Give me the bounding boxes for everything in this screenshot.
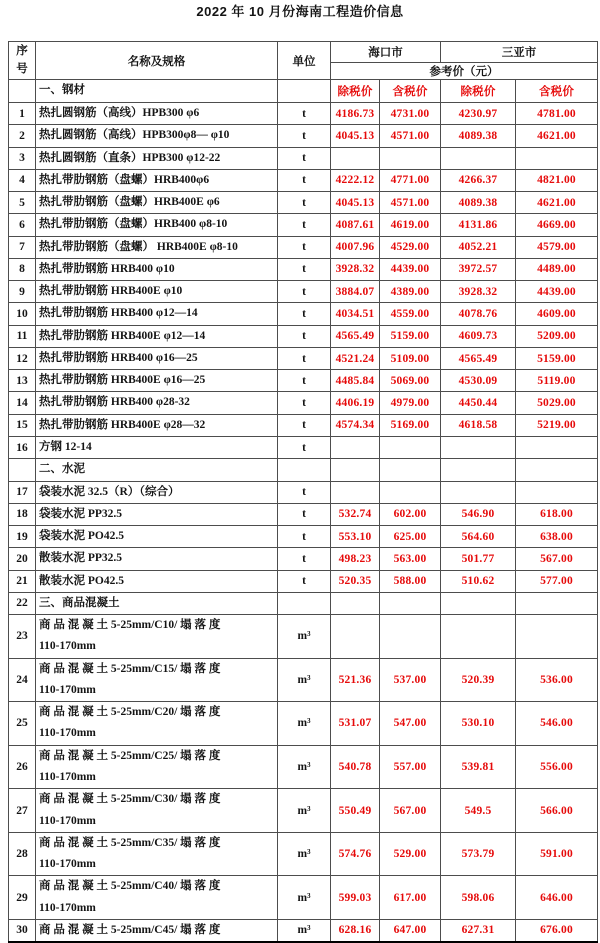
header-city-haikou: 海口市	[331, 42, 441, 63]
row-number-cell: 30	[9, 919, 36, 942]
haikou-excl-tax-cell: 628.16	[331, 919, 380, 942]
haikou-incl-tax-cell: 4559.00	[380, 303, 441, 325]
row-number-cell: 17	[9, 481, 36, 503]
item-name-cell: 商 品 混 凝 土 5-25mm/C20/ 塌 落 度 110-170mm	[36, 702, 278, 746]
row-number-cell: 22	[9, 592, 36, 614]
haikou-excl-tax-cell: 599.03	[331, 876, 380, 920]
unit-cell	[278, 459, 331, 481]
sanya-excl-tax-cell: 546.90	[441, 503, 516, 525]
item-name-cell: 商 品 混 凝 土 5-25mm/C10/ 塌 落 度 110-170mm	[36, 615, 278, 659]
table-row	[9, 919, 598, 942]
table-row	[9, 414, 598, 436]
haikou-excl-tax-cell	[331, 436, 380, 458]
haikou-excl-tax-cell: 540.78	[331, 745, 380, 789]
haikou-excl-tax-cell: 4406.19	[331, 392, 380, 414]
haikou-excl-tax-cell	[331, 592, 380, 614]
item-name-cell: 商 品 混 凝 土 5-25mm/C30/ 塌 落 度 110-170mm	[36, 789, 278, 833]
unit-cell: t	[278, 325, 331, 347]
haikou-incl-tax-cell: 557.00	[380, 745, 441, 789]
sanya-excl-tax-cell: 4052.21	[441, 236, 516, 258]
sanya-excl-tax-cell: 4609.73	[441, 325, 516, 347]
haikou-incl-tax-cell: 4771.00	[380, 169, 441, 191]
haikou-excl-tax-cell: 498.23	[331, 548, 380, 570]
unit-cell: t	[278, 192, 331, 214]
sanya-incl-tax-cell: 5159.00	[516, 347, 598, 369]
haikou-excl-tax-cell: 4186.73	[331, 103, 380, 125]
unit-cell: t	[278, 526, 331, 548]
sanya-incl-tax-cell: 含税价	[516, 80, 598, 103]
sanya-incl-tax-cell	[516, 481, 598, 503]
sanya-incl-tax-cell: 4621.00	[516, 125, 598, 147]
haikou-incl-tax-cell: 4979.00	[380, 392, 441, 414]
haikou-incl-tax-cell: 4389.00	[380, 281, 441, 303]
table-row	[9, 325, 598, 347]
row-number-cell: 10	[9, 303, 36, 325]
row-number-cell	[9, 80, 36, 103]
table-row	[9, 236, 598, 258]
sanya-excl-tax-cell: 4530.09	[441, 370, 516, 392]
haikou-excl-tax-cell: 4485.84	[331, 370, 380, 392]
item-name-cell: 热扎圆钢筋（高线）HPB300φ8— φ10	[36, 125, 278, 147]
unit-cell: m³	[278, 832, 331, 876]
haikou-incl-tax-cell: 563.00	[380, 548, 441, 570]
haikou-incl-tax-cell: 537.00	[380, 658, 441, 702]
haikou-incl-tax-cell: 647.00	[380, 919, 441, 942]
sanya-incl-tax-cell: 591.00	[516, 832, 598, 876]
sanya-excl-tax-cell: 4089.38	[441, 192, 516, 214]
haikou-incl-tax-cell: 5069.00	[380, 370, 441, 392]
unit-cell: t	[278, 103, 331, 125]
table-row	[9, 876, 598, 920]
document-page	[0, 4, 600, 937]
haikou-incl-tax-cell	[380, 459, 441, 481]
sanya-excl-tax-cell	[441, 481, 516, 503]
sanya-incl-tax-cell: 676.00	[516, 919, 598, 942]
item-name-cell: 热扎带肋钢筋（盘螺）HRB400E φ6	[36, 192, 278, 214]
sanya-incl-tax-cell: 567.00	[516, 548, 598, 570]
item-name-cell: 商 品 混 凝 土 5-25mm/C25/ 塌 落 度 110-170mm	[36, 745, 278, 789]
row-number-cell: 9	[9, 281, 36, 303]
item-name-cell: 热扎带肋钢筋（盘螺）HRB400 φ8-10	[36, 214, 278, 236]
unit-cell: t	[278, 258, 331, 280]
haikou-excl-tax-cell: 4222.12	[331, 169, 380, 191]
haikou-excl-tax-cell: 3928.32	[331, 258, 380, 280]
sanya-incl-tax-cell	[516, 436, 598, 458]
sanya-incl-tax-cell	[516, 615, 598, 659]
item-name-cell: 方钢 12-14	[36, 436, 278, 458]
table-row	[9, 347, 598, 369]
unit-cell: t	[278, 436, 331, 458]
sanya-incl-tax-cell: 4621.00	[516, 192, 598, 214]
unit-cell: t	[278, 570, 331, 592]
row-number-cell: 20	[9, 548, 36, 570]
row-number-cell: 5	[9, 192, 36, 214]
haikou-excl-tax-cell: 4565.49	[331, 325, 380, 347]
haikou-incl-tax-cell: 617.00	[380, 876, 441, 920]
sanya-incl-tax-cell	[516, 147, 598, 169]
haikou-excl-tax-cell: 553.10	[331, 526, 380, 548]
sanya-incl-tax-cell: 566.00	[516, 789, 598, 833]
item-name-cell: 三、商品混凝土	[36, 592, 278, 614]
price-table	[8, 41, 598, 943]
table-row	[9, 436, 598, 458]
unit-cell: m³	[278, 658, 331, 702]
sanya-incl-tax-cell: 5119.00	[516, 370, 598, 392]
header-name-spec: 名称及规格	[36, 42, 278, 80]
row-number-cell: 1	[9, 103, 36, 125]
sanya-excl-tax-cell: 520.39	[441, 658, 516, 702]
item-name-cell: 热扎带肋钢筋 HRB400 φ12—14	[36, 303, 278, 325]
item-name-cell: 商 品 混 凝 土 5-25mm/C45/ 塌 落 度	[36, 919, 278, 942]
item-name-cell: 热扎带肋钢筋 HRB400E φ10	[36, 281, 278, 303]
row-number-cell: 4	[9, 169, 36, 191]
haikou-incl-tax-cell	[380, 481, 441, 503]
row-number-cell: 27	[9, 789, 36, 833]
row-number-cell: 15	[9, 414, 36, 436]
item-name-cell: 热扎带肋钢筋 HRB400E φ28—32	[36, 414, 278, 436]
haikou-incl-tax-cell: 4439.00	[380, 258, 441, 280]
haikou-incl-tax-cell: 4529.00	[380, 236, 441, 258]
header-seq-no: 序 号	[9, 42, 36, 80]
sanya-excl-tax-cell: 4450.44	[441, 392, 516, 414]
haikou-excl-tax-cell: 4045.13	[331, 192, 380, 214]
sanya-incl-tax-cell: 638.00	[516, 526, 598, 548]
sanya-excl-tax-cell	[441, 592, 516, 614]
sanya-excl-tax-cell	[441, 459, 516, 481]
sanya-incl-tax-cell: 5219.00	[516, 414, 598, 436]
table-row	[9, 658, 598, 702]
table-row	[9, 281, 598, 303]
table-row	[9, 80, 598, 103]
item-name-cell: 热扎带肋钢筋 HRB400E φ16—25	[36, 370, 278, 392]
document-title: 2022 年 10 月份海南工程造价信息	[196, 4, 404, 19]
unit-cell: t	[278, 236, 331, 258]
haikou-excl-tax-cell: 除税价	[331, 80, 380, 103]
haikou-incl-tax-cell: 602.00	[380, 503, 441, 525]
table-row	[9, 370, 598, 392]
haikou-incl-tax-cell	[380, 592, 441, 614]
item-name-cell: 热扎带肋钢筋 HRB400E φ12—14	[36, 325, 278, 347]
sanya-excl-tax-cell: 501.77	[441, 548, 516, 570]
unit-cell: t	[278, 503, 331, 525]
sanya-incl-tax-cell: 646.00	[516, 876, 598, 920]
unit-cell: m³	[278, 702, 331, 746]
sanya-excl-tax-cell: 4618.58	[441, 414, 516, 436]
row-number-cell: 13	[9, 370, 36, 392]
price-table-header	[9, 42, 598, 80]
sanya-incl-tax-cell: 4579.00	[516, 236, 598, 258]
haikou-incl-tax-cell: 含税价	[380, 80, 441, 103]
haikou-excl-tax-cell: 532.74	[331, 503, 380, 525]
haikou-excl-tax-cell: 4521.24	[331, 347, 380, 369]
haikou-excl-tax-cell: 4045.13	[331, 125, 380, 147]
row-number-cell: 19	[9, 526, 36, 548]
haikou-excl-tax-cell: 531.07	[331, 702, 380, 746]
table-row	[9, 526, 598, 548]
row-number-cell: 3	[9, 147, 36, 169]
unit-cell	[278, 80, 331, 103]
table-row	[9, 570, 598, 592]
haikou-excl-tax-cell: 3884.07	[331, 281, 380, 303]
unit-cell: m³	[278, 745, 331, 789]
row-number-cell: 23	[9, 615, 36, 659]
unit-cell: t	[278, 481, 331, 503]
item-name-cell: 商 品 混 凝 土 5-25mm/C40/ 塌 落 度 110-170mm	[36, 876, 278, 920]
unit-cell: m³	[278, 789, 331, 833]
table-row	[9, 592, 598, 614]
haikou-excl-tax-cell: 521.36	[331, 658, 380, 702]
table-row	[9, 103, 598, 125]
table-row	[9, 503, 598, 525]
unit-cell: t	[278, 125, 331, 147]
sanya-incl-tax-cell: 618.00	[516, 503, 598, 525]
unit-cell: t	[278, 370, 331, 392]
haikou-incl-tax-cell	[380, 615, 441, 659]
row-number-cell: 12	[9, 347, 36, 369]
sanya-incl-tax-cell	[516, 459, 598, 481]
header-row-cities	[9, 42, 598, 63]
row-number-cell: 7	[9, 236, 36, 258]
table-row	[9, 169, 598, 191]
row-number-cell: 6	[9, 214, 36, 236]
unit-cell: t	[278, 169, 331, 191]
unit-cell	[278, 592, 331, 614]
table-row	[9, 192, 598, 214]
row-number-cell: 24	[9, 658, 36, 702]
unit-cell: t	[278, 414, 331, 436]
item-name-cell: 袋装水泥 PP32.5	[36, 503, 278, 525]
item-name-cell: 热扎带肋钢筋 HRB400 φ28-32	[36, 392, 278, 414]
haikou-excl-tax-cell: 4087.61	[331, 214, 380, 236]
haikou-excl-tax-cell: 574.76	[331, 832, 380, 876]
item-name-cell: 袋装水泥 32.5（R）（综合）	[36, 481, 278, 503]
item-name-cell: 散装水泥 PO42.5	[36, 570, 278, 592]
sanya-incl-tax-cell: 4821.00	[516, 169, 598, 191]
header-unit: 单位	[278, 42, 331, 80]
sanya-incl-tax-cell: 4489.00	[516, 258, 598, 280]
haikou-incl-tax-cell: 5169.00	[380, 414, 441, 436]
table-row	[9, 548, 598, 570]
unit-cell: t	[278, 147, 331, 169]
sanya-excl-tax-cell: 4230.97	[441, 103, 516, 125]
item-name-cell: 热扎圆钢筋（直条）HPB300 φ12-22	[36, 147, 278, 169]
sanya-incl-tax-cell: 5209.00	[516, 325, 598, 347]
unit-cell: t	[278, 548, 331, 570]
haikou-incl-tax-cell: 4619.00	[380, 214, 441, 236]
sanya-incl-tax-cell: 4669.00	[516, 214, 598, 236]
sanya-excl-tax-cell	[441, 147, 516, 169]
sanya-incl-tax-cell: 556.00	[516, 745, 598, 789]
item-name-cell: 二、水泥	[36, 459, 278, 481]
item-name-cell: 热扎带肋钢筋（盘螺） HRB400E φ8-10	[36, 236, 278, 258]
table-row	[9, 745, 598, 789]
sanya-excl-tax-cell: 573.79	[441, 832, 516, 876]
unit-cell: m³	[278, 615, 331, 659]
sanya-excl-tax-cell: 627.31	[441, 919, 516, 942]
sanya-incl-tax-cell: 4439.00	[516, 281, 598, 303]
item-name-cell: 商 品 混 凝 土 5-25mm/C35/ 塌 落 度 110-170mm	[36, 832, 278, 876]
item-name-cell: 一、钢材	[36, 80, 278, 103]
sanya-excl-tax-cell	[441, 615, 516, 659]
sanya-incl-tax-cell: 4781.00	[516, 103, 598, 125]
item-name-cell: 袋装水泥 PO42.5	[36, 526, 278, 548]
item-name-cell: 热扎带肋钢筋（盘螺）HRB400φ6	[36, 169, 278, 191]
item-name-cell: 热扎带肋钢筋 HRB400 φ16—25	[36, 347, 278, 369]
haikou-excl-tax-cell	[331, 459, 380, 481]
table-row	[9, 125, 598, 147]
sanya-excl-tax-cell: 564.60	[441, 526, 516, 548]
item-name-cell: 热扎圆钢筋（高线）HPB300 φ6	[36, 103, 278, 125]
table-row	[9, 832, 598, 876]
row-number-cell: 2	[9, 125, 36, 147]
row-number-cell: 21	[9, 570, 36, 592]
haikou-excl-tax-cell	[331, 615, 380, 659]
sanya-incl-tax-cell: 4609.00	[516, 303, 598, 325]
unit-cell: t	[278, 347, 331, 369]
haikou-excl-tax-cell: 520.35	[331, 570, 380, 592]
sanya-incl-tax-cell: 546.00	[516, 702, 598, 746]
haikou-incl-tax-cell: 4571.00	[380, 192, 441, 214]
sanya-excl-tax-cell: 4089.38	[441, 125, 516, 147]
sanya-excl-tax-cell: 除税价	[441, 80, 516, 103]
haikou-excl-tax-cell: 550.49	[331, 789, 380, 833]
item-name-cell: 商 品 混 凝 土 5-25mm/C15/ 塌 落 度 110-170mm	[36, 658, 278, 702]
item-name-cell: 热扎带肋钢筋 HRB400 φ10	[36, 258, 278, 280]
row-number-cell: 28	[9, 832, 36, 876]
haikou-incl-tax-cell: 625.00	[380, 526, 441, 548]
item-name-cell: 散装水泥 PP32.5	[36, 548, 278, 570]
table-row	[9, 615, 598, 659]
haikou-excl-tax-cell: 4574.34	[331, 414, 380, 436]
sanya-excl-tax-cell: 4131.86	[441, 214, 516, 236]
sanya-excl-tax-cell: 4078.76	[441, 303, 516, 325]
sanya-excl-tax-cell	[441, 436, 516, 458]
sanya-incl-tax-cell: 536.00	[516, 658, 598, 702]
haikou-incl-tax-cell: 5159.00	[380, 325, 441, 347]
haikou-incl-tax-cell	[380, 436, 441, 458]
table-row	[9, 789, 598, 833]
unit-cell: m³	[278, 919, 331, 942]
sanya-incl-tax-cell: 5029.00	[516, 392, 598, 414]
haikou-excl-tax-cell	[331, 481, 380, 503]
haikou-incl-tax-cell: 5109.00	[380, 347, 441, 369]
row-number-cell: 29	[9, 876, 36, 920]
sanya-excl-tax-cell: 3972.57	[441, 258, 516, 280]
table-row	[9, 214, 598, 236]
haikou-incl-tax-cell: 567.00	[380, 789, 441, 833]
sanya-incl-tax-cell: 577.00	[516, 570, 598, 592]
row-number-cell: 26	[9, 745, 36, 789]
sanya-excl-tax-cell: 598.06	[441, 876, 516, 920]
table-row	[9, 303, 598, 325]
price-table-body	[9, 80, 598, 943]
row-number-cell: 11	[9, 325, 36, 347]
haikou-excl-tax-cell: 4034.51	[331, 303, 380, 325]
table-row	[9, 481, 598, 503]
row-number-cell: 14	[9, 392, 36, 414]
row-number-cell: 18	[9, 503, 36, 525]
haikou-excl-tax-cell	[331, 147, 380, 169]
unit-cell: t	[278, 303, 331, 325]
header-ref-price: 参考价（元）	[331, 63, 598, 80]
haikou-incl-tax-cell: 588.00	[380, 570, 441, 592]
table-row	[9, 459, 598, 481]
haikou-incl-tax-cell: 4571.00	[380, 125, 441, 147]
haikou-incl-tax-cell: 547.00	[380, 702, 441, 746]
sanya-excl-tax-cell: 539.81	[441, 745, 516, 789]
unit-cell: t	[278, 392, 331, 414]
sanya-excl-tax-cell: 4266.37	[441, 169, 516, 191]
unit-cell: m³	[278, 876, 331, 920]
unit-cell: t	[278, 281, 331, 303]
row-number-cell: 16	[9, 436, 36, 458]
table-row	[9, 147, 598, 169]
unit-cell: t	[278, 214, 331, 236]
haikou-incl-tax-cell: 4731.00	[380, 103, 441, 125]
sanya-incl-tax-cell	[516, 592, 598, 614]
sanya-excl-tax-cell: 510.62	[441, 570, 516, 592]
row-number-cell: 25	[9, 702, 36, 746]
sanya-excl-tax-cell: 4565.49	[441, 347, 516, 369]
sanya-excl-tax-cell: 3928.32	[441, 281, 516, 303]
haikou-excl-tax-cell: 4007.96	[331, 236, 380, 258]
haikou-incl-tax-cell: 529.00	[380, 832, 441, 876]
row-number-cell	[9, 459, 36, 481]
row-number-cell: 8	[9, 258, 36, 280]
header-city-sanya: 三亚市	[441, 42, 598, 63]
table-row	[9, 392, 598, 414]
table-row	[9, 258, 598, 280]
sanya-excl-tax-cell: 530.10	[441, 702, 516, 746]
haikou-incl-tax-cell	[380, 147, 441, 169]
table-row	[9, 702, 598, 746]
sanya-excl-tax-cell: 549.5	[441, 789, 516, 833]
